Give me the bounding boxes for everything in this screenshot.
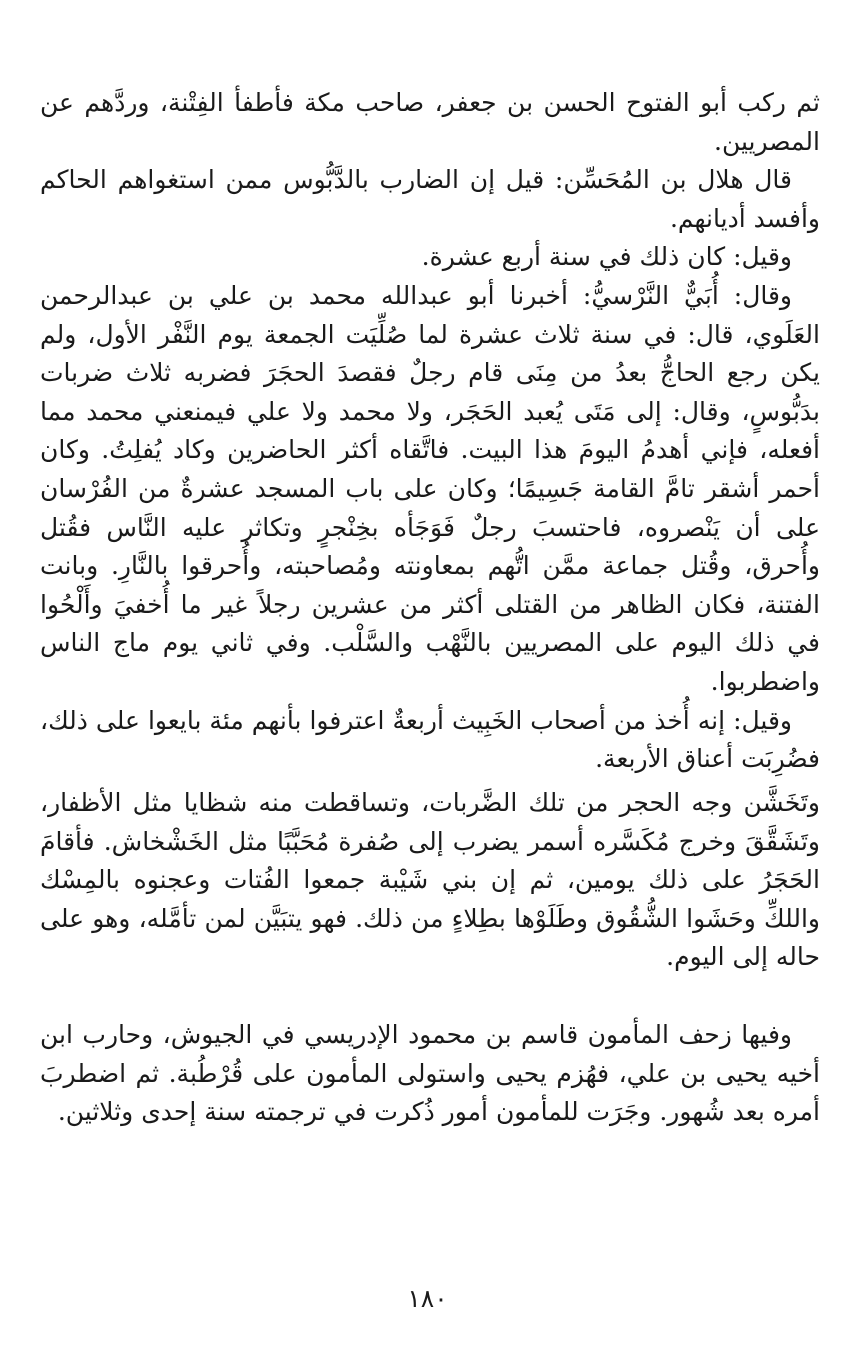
paragraph: وقيل: إنه أُخذ من أصحاب الخَبِيث أربعةٌ اعترفوا بأنهم مئة بايعوا على ذلك، فضُرِبَت أعناق الأربعة. [40,705,820,774]
text-section-1 [40,84,820,779]
text-section-2 [40,784,820,977]
paragraph: قال هلال بن المُحَسِّن: قيل إن الضارب بالدَّبُّوس ممن استغواهم الحاكم وأفسد أديانهم. [40,165,820,233]
paragraph: وقيل: كان ذلك في سنة أربع عشرة. [421,242,792,272]
paragraph: وفيها زحف المأمون قاسم بن محمود الإدريسي في الجيوش، وحارب ابن أخيه يحيى بن علي، فهُزم يحيى واستولى المأمون على قُرْطُبة. ثم اضطربَ أمره بعد شُهور. وجَرَت للمأمون أمور ذُكرت في ترجمته سنة إحدى وثلاثين. [40,1020,820,1127]
paragraph: وتَخَشَّن وجه الحجر من تلك الضَّربات، وتساقطت منه شظايا مثل الأظفار، وتَشَقَّقَ وخرج مُكَسَّره أسمر يضرب إلى صُفرة مُحَبَّبًا مثل الخَشْخاش. فأقامَ الحَجَرُ على ذلك يومين، ثم إن بني شَيْبة جمعوا الفُتات وعجنوه بالمِسْك واللكِّ وحَشَوا الشُّقُوق وطَلَوْها بطِلاءٍ من ذلك. فهو يتبَيَّن لمن تأمَّله، وهو على حاله إلى اليوم. [40,788,820,972]
paragraph: وقال: أُبَيٌّ النَّرْسيُّ: أخبرنا أبو عبدالله محمد بن علي بن عبدالرحمن العَلَوي، قال: في سنة ثلاث عشرة لما صُلِّيَت الجمعة يوم النَّفْر الأول، ولم يكن رجع الحاجُّ بعدُ من مِنَى قام رجلٌ فقصدَ الحجَرَ فضربه ثلاث ضربات بدَبُّوسٍ، وقال: إلى مَتَى يُعبد الحَجَر، ولا محمد ولا علي فيمنعني محمد مما أفعله، فإني أهدمُ اليومَ هذا البيت. فاتَّقاه أكثر الحاضرين وكاد يُفلِتُ. وكان أحمر أشقر تامَّ القامة جَسِيمًا؛ وكان على باب المسجد عشرةٌ من الفُرْسان على أن يَنْصروه، فاحتسبَ رجلٌ فَوَجَأه بخِنْجرٍ وتكاثر عليه النَّاس فقُتل وأُحرق، وقُتل جماعة ممَّن اتُّهم بمعاونته ومُصاحبته، وأُحرقوا بالنَّارِ. وبانت الفتنة، فكان الظاهر من القتلى أكثر من عشرين رجلاً غير ما أُخفيَ وأَلْحُوا في ذلك اليوم على المصريين بالنَّهْب والسَّلْب. وفي ثاني يوم ماج الناس واضطربوا. [40,280,820,696]
text-section-3 [40,1016,820,1132]
paragraph: ثم ركب أبو الفتوح الحسن بن جعفر، صاحب مكة فأطفأ الفِتْنة، وردَّهم عن المصريين. [40,88,820,156]
page-number: ١٨٠ [407,1284,448,1313]
